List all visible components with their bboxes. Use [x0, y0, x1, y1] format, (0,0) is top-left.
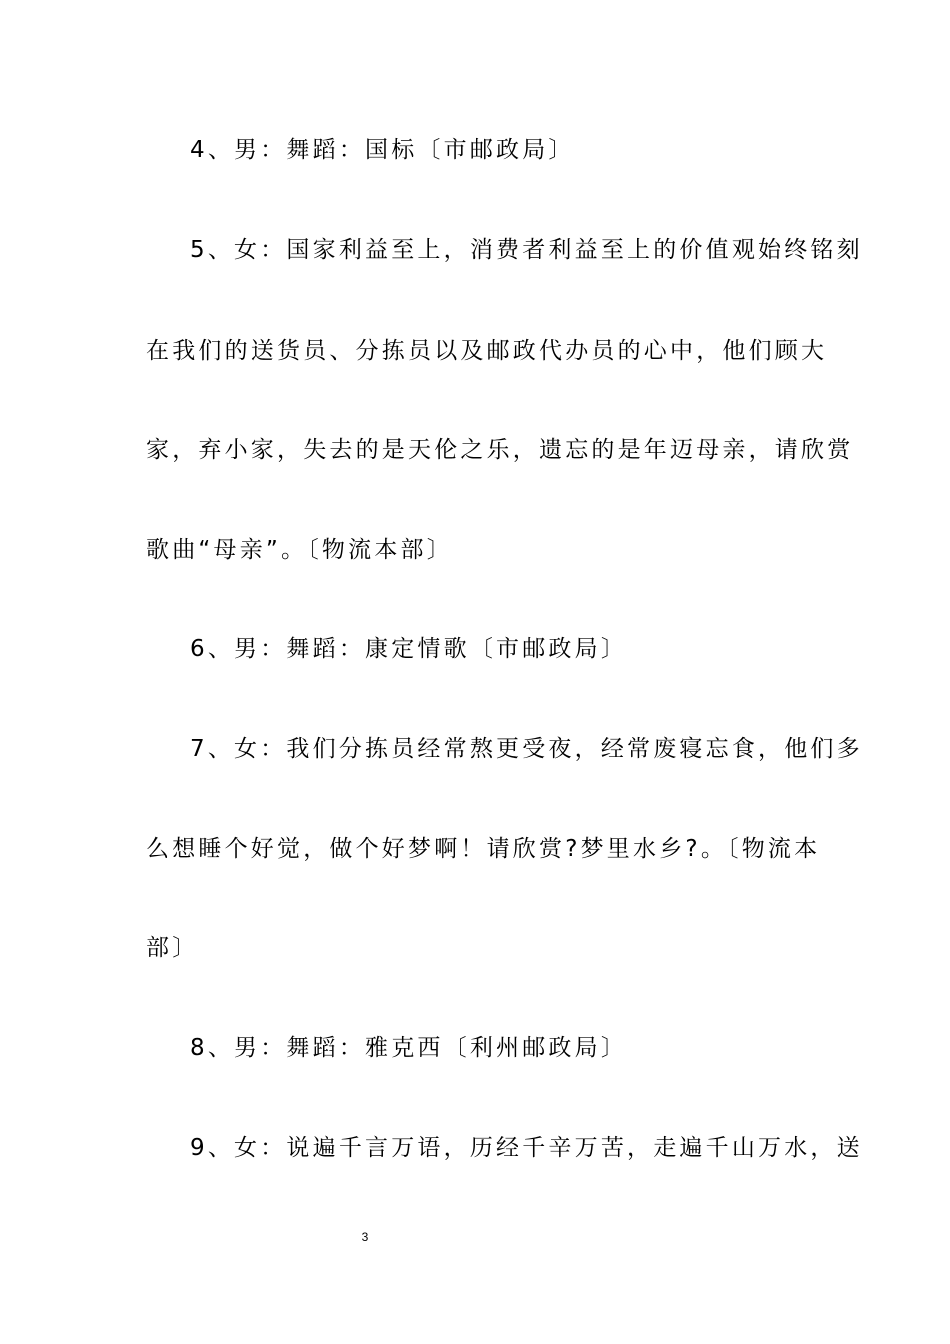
- program-item-5-line-4: 歌曲“母亲”。〔物流本部〕: [146, 537, 453, 563]
- program-item-5-line-3: 家，弃小家，失去的是天伦之乐，遗忘的是年迈母亲，请欣赏: [146, 437, 854, 463]
- program-item-4: 4、男：舞蹈：国标〔市邮政局〕: [190, 137, 575, 163]
- program-item-6: 6、男：舞蹈：康定情歌〔市邮政局〕: [190, 636, 628, 662]
- program-item-9: 9、女：说遍千言万语，历经千辛万苦，走遍千山万水，送: [190, 1135, 863, 1161]
- program-item-8: 8、男：舞蹈：雅克西〔利州邮政局〕: [190, 1035, 628, 1061]
- page-number: 3: [361, 1230, 369, 1244]
- program-item-5: 5、女：国家利益至上，消费者利益至上的价值观始终铭刻: [190, 237, 863, 263]
- program-item-7: 7、女：我们分拣员经常熬更受夜，经常废寝忘食，他们多: [190, 736, 863, 762]
- program-item-5-line-2: 在我们的送货员、分拣员以及邮政代办员的心中，他们顾大: [146, 338, 828, 364]
- program-item-7-line-2: 么想睡个好觉，做个好梦啊！请欣赏?梦里水乡?。〔物流本: [146, 836, 821, 862]
- program-item-7-line-3: 部〕: [146, 935, 199, 961]
